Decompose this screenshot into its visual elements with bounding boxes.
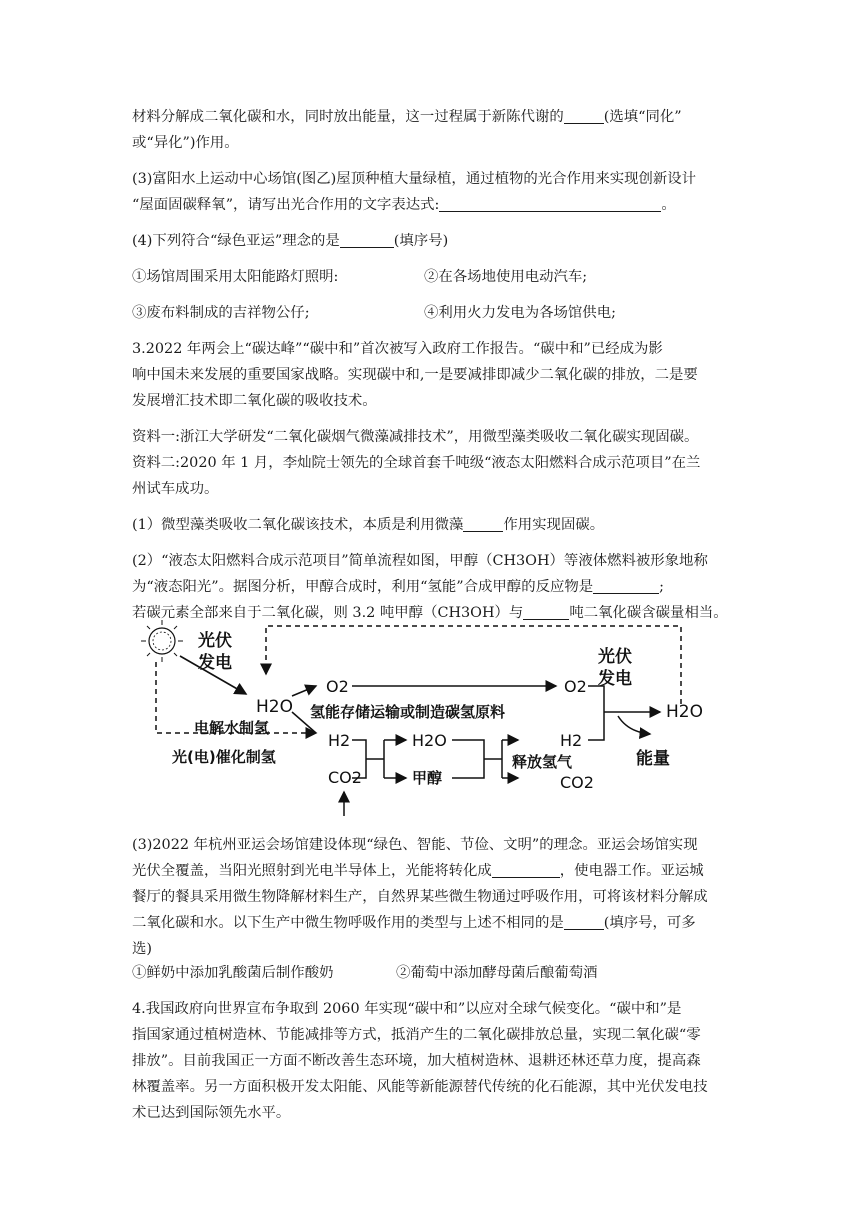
h2-right: H2 <box>560 731 583 750</box>
q2-continued-line1: 材料分解成二氧化碳和水，同时放出能量，这一过程属于新陈代谢的 (选填“同化” <box>132 109 682 125</box>
pv-label-left-2: 发电 <box>198 653 232 673</box>
answer-blank[interactable] <box>492 861 560 878</box>
q3-intro-line2: 响中国未来发展的重要国家战略。实现碳中和,一是要减排即减少二氧化碳的排放，二是要 <box>132 367 698 383</box>
electrolysis-label: 电解水制氢 <box>194 719 270 737</box>
answer-blank[interactable] <box>564 107 604 124</box>
photocatalysis-label: 光(电)催化制氢 <box>172 748 276 766</box>
pv-label-right-1: 光伏 <box>598 647 632 667</box>
option-2: ②在各场地使用电动汽车; <box>424 269 588 285</box>
liquid-sunshine-flow-diagram <box>140 616 720 816</box>
h2o-left: H2O <box>256 697 293 717</box>
sun-icon <box>141 620 183 662</box>
q3-sub3-line4: 二氧化碳和水。以下生产中微生物呼吸作用的类型与上述不相同的是 (填序号，可多 <box>132 915 696 931</box>
pv-label-right-2: 发电 <box>598 669 632 689</box>
answer-blank[interactable] <box>340 231 394 248</box>
q3-intro-line3: 发展增汇技术即二氧化碳的吸收技术。 <box>132 393 377 409</box>
q3-material1: 资料一:浙江大学研发“二氧化碳烟气微藻减排技术”，用微型藻类吸收二氧化碳实现固碳。 <box>132 429 699 445</box>
q3-sub3-line1: (3)2022 年杭州亚运会场馆建设体现“绿色、智能、节俭、文明”的理念。亚运会场馆实现 <box>132 837 698 853</box>
answer-blank[interactable] <box>564 913 604 930</box>
h2o-to-o2-arrow <box>292 686 316 696</box>
product-bracket <box>452 740 484 778</box>
release-hydrogen-label: 释放氢气 <box>512 753 573 771</box>
answer-blank[interactable] <box>463 515 503 532</box>
answer-blank[interactable] <box>439 195 661 212</box>
q4-line3: 排放”。目前我国正一方面不断改善生态环境，加大植树造林、退耕还林还草力度，提高森 <box>132 1053 701 1069</box>
methanol-label: 甲醇 <box>412 769 443 787</box>
energy-label: 能量 <box>636 749 670 769</box>
q4-line5: 术已达到国际领先水平。 <box>132 1105 291 1121</box>
q3-sub2-line2: 为“液态阳光”。据图分析，甲醇合成时，利用“氢能”合成甲醇的反应物是 ; <box>132 579 665 595</box>
q4-line1: 4.我国政府向世界宣布争取到 2060 年实现“碳中和”以应对全球气候变化。“碳中和”是 <box>132 1001 682 1017</box>
option-4: ④利用火力发电为各场馆供电; <box>424 305 616 321</box>
q3-sub2-line1: (2）“液态太阳燃料合成示范项目”简单流程如图，甲醇（CH3OH）等液体燃料被形象地称 <box>132 553 708 569</box>
option-3: ③废布料制成的吉祥物公仔; <box>132 305 310 321</box>
q3-sub3-line2: 光伏全覆盖，当阳光照射到光电半导体上，光能将转化成 ，使电器工作。亚运城 <box>132 863 704 879</box>
answer-blank[interactable] <box>593 577 659 594</box>
energy-arrow <box>618 716 650 734</box>
q3-material2-line2: 州试车成功。 <box>132 481 219 497</box>
q3-option-2: ②葡萄中添加酵母菌后酿葡萄酒 <box>396 965 598 981</box>
q3-sub3-line3: 餐厅的餐具采用微生物降解材料生产，自然界某些微生物通过呼吸作用，可将该材料分解成 <box>132 889 708 905</box>
q3-intro-line1: 3.2022 年两会上“碳达峰”“碳中和”首次被写入政府工作报告。“碳中和”已经成为影 <box>132 341 663 357</box>
q3-sub1: (1）微型藻类吸收二氧化碳该技术，本质是利用微藻 作用实现固碳。 <box>132 517 605 533</box>
q3-material2-line1: 资料二:2020 年 1 月，李灿院士领先的全球首套千吨级“液态太阳燃料合成示范项目”在兰 <box>132 455 701 471</box>
q2-sub3-line2: “屋面固碳释氧”，请写出光合作用的文字表达式: 。 <box>132 197 676 213</box>
h2-left: H2 <box>328 731 351 750</box>
final-bracket <box>588 686 604 740</box>
q2-sub4-stem: (4)下列符合“绿色亚运”理念的是 (填序号) <box>132 233 449 249</box>
h2o-right: H2O <box>666 702 703 722</box>
q3-sub2-line3: 若碳元素全部来自于二氧化碳，则 3.2 吨甲醇（CH3OH）与 吨二氧化碳含碳量相当。 <box>132 605 728 621</box>
option-1: ①场馆周围采用太阳能路灯照明: <box>132 269 339 285</box>
co2-right: CO2 <box>560 773 594 792</box>
q3-sub3-line5: 选) <box>132 941 153 957</box>
o2-left: O2 <box>326 677 349 696</box>
q2-sub3-line1: (3)富阳水上运动中心场馆(图乙)屋顶种植大量绿植，通过植物的光合作用来实现创新设计 <box>132 171 697 187</box>
q4-line2: 指国家通过植树造林、节能减排等方式，抵消产生的二氧化碳排放总量，实现二氧化碳“零 <box>132 1027 701 1043</box>
hydrogen-storage-label: 氢能存储运输或制造碳氢原料 <box>310 703 506 721</box>
q4-line4: 林覆盖率。另一方面积极开发太阳能、风能等新能源替代传统的化石能源，其中光伏发电技 <box>132 1079 708 1095</box>
q2-continued-line2: 或“异化”)作用。 <box>132 135 239 151</box>
q3-option-1: ①鲜奶中添加乳酸菌后制作酸奶 <box>132 965 334 981</box>
o2-right: O2 <box>564 677 587 696</box>
co2-left: CO2 <box>328 768 362 787</box>
h2o-mid: H2O <box>412 731 447 750</box>
pv-label-left-1: 光伏 <box>198 631 232 651</box>
